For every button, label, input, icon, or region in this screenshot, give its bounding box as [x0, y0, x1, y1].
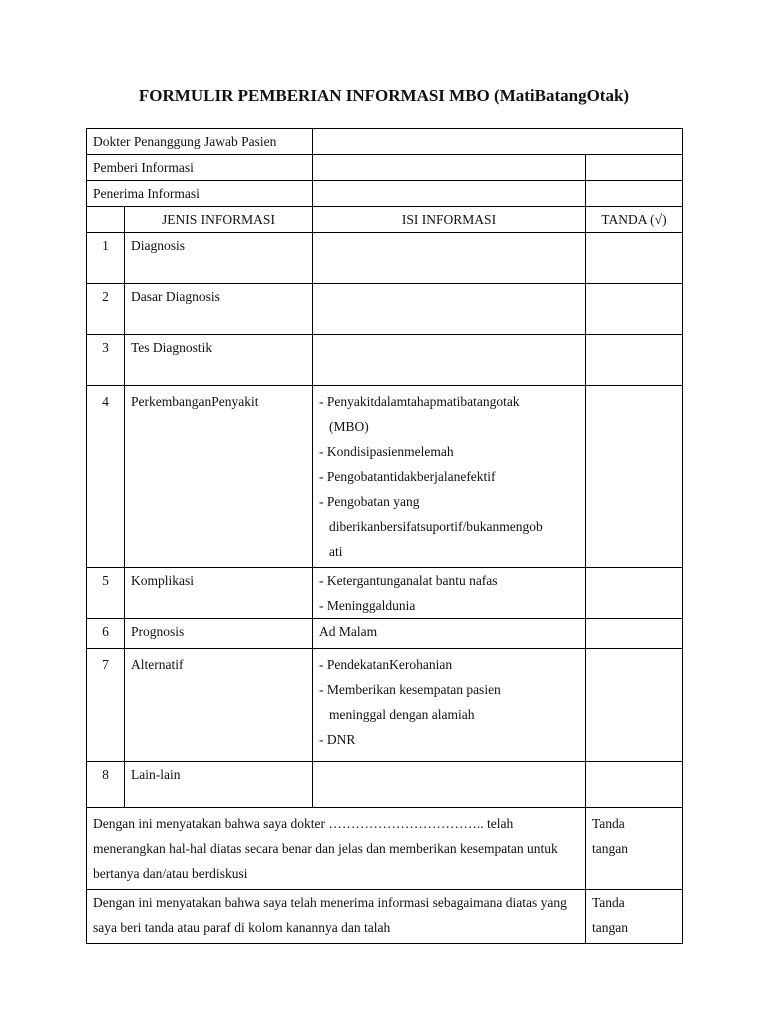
item-number: 4: [102, 394, 109, 409]
list-item: - PendekatanKerohanian: [319, 657, 453, 672]
recipient-signature-field[interactable]: [586, 890, 683, 944]
info-label-dokter: Dokter Penanggung Jawab Pasien: [93, 134, 277, 149]
column-header-row: [87, 207, 683, 233]
item-number: 3: [102, 340, 109, 355]
list-item: - Meninggaldunia: [319, 598, 416, 613]
doctor-statement-text: Dengan ini menyatakan bahwa saya dokter …………………………….. telah menerangkan hal-hal diatas secara benar dan jelas dan memberikan kesempatan untuk bertanya dan/atau berdiskusi: [93, 816, 558, 881]
header-tanda: TANDA (√): [601, 212, 667, 227]
recipient-statement-text: Dengan ini menyatakan bahwa saya telah menerima informasi sebagaimana diatas yang saya beri tanda atau paraf di kolom kanannya dan talah: [93, 895, 567, 935]
item-isi-list: [319, 652, 579, 752]
item-jenis: Alternatif: [131, 657, 184, 672]
signature-label: tangan: [592, 841, 628, 856]
info-row-dokter: [87, 129, 683, 155]
list-item: - DNR: [319, 732, 356, 747]
item-jenis: Prognosis: [131, 624, 185, 639]
item-number: 2: [102, 289, 109, 304]
item-tanda-field[interactable]: [586, 233, 683, 284]
item-tanda-field[interactable]: [586, 386, 683, 568]
info-label-penerima: Penerima Informasi: [93, 186, 200, 201]
item-isi-field[interactable]: [313, 762, 586, 808]
item-isi-text: Ad Malam: [319, 624, 378, 639]
info-row-penerima: [87, 181, 683, 207]
information-form-table: [86, 128, 683, 944]
list-item: - Memberikan kesempatan pasien meninggal dengan alamiah: [319, 682, 501, 722]
info-sign-penerima[interactable]: [586, 181, 683, 207]
header-isi: ISI INFORMASI: [401, 212, 497, 227]
item-tanda-field[interactable]: [586, 649, 683, 762]
item-tanda-field[interactable]: [586, 619, 683, 649]
table-row: [87, 568, 683, 619]
item-tanda-field[interactable]: [586, 762, 683, 808]
item-jenis: Komplikasi: [131, 573, 194, 588]
page-title: FORMULIR PEMBERIAN INFORMASI MBO (MatiBatangOtak): [138, 86, 630, 105]
list-item: - Pengobatan yang diberikanbersifatsuportif/bukanmengob ati: [319, 494, 543, 559]
table-row: [87, 284, 683, 335]
item-jenis: Diagnosis: [131, 238, 185, 253]
table-row: [87, 649, 683, 762]
list-item: - Ketergantunganalat bantu nafas: [319, 573, 498, 588]
signature-label: Tanda: [592, 816, 625, 831]
item-number: 7: [102, 657, 109, 672]
item-tanda-field[interactable]: [586, 568, 683, 619]
info-value-pemberi[interactable]: [313, 155, 586, 181]
list-item: - Pengobatantidakberjalanefektif: [319, 469, 496, 484]
info-label-pemberi: Pemberi Informasi: [93, 160, 194, 175]
item-isi-field[interactable]: [313, 233, 586, 284]
item-number: 5: [102, 573, 109, 588]
header-jenis: JENIS INFORMASI: [162, 212, 275, 227]
item-tanda-field[interactable]: [586, 284, 683, 335]
info-row-pemberi: [87, 155, 683, 181]
table-row: [87, 619, 683, 649]
item-isi-list: [319, 568, 579, 618]
item-isi-field[interactable]: [313, 284, 586, 335]
list-item: - Kondisipasienmelemah: [319, 444, 454, 459]
signature-label: tangan: [592, 920, 628, 935]
item-jenis: Lain-lain: [131, 767, 181, 782]
recipient-statement-row: [87, 890, 683, 944]
list-item: - Penyakitdalamtahapmatibatangotak (MBO): [319, 394, 520, 434]
table-row: [87, 335, 683, 386]
signature-label: Tanda: [592, 895, 625, 910]
item-jenis: Dasar Diagnosis: [131, 289, 220, 304]
item-number: 8: [102, 767, 109, 782]
item-number: 1: [102, 238, 109, 253]
item-jenis: PerkembanganPenyakit: [131, 394, 259, 409]
item-isi-list: [319, 389, 579, 564]
table-row: [87, 762, 683, 808]
item-tanda-field[interactable]: [586, 335, 683, 386]
item-isi-field[interactable]: [313, 335, 586, 386]
item-jenis: Tes Diagnostik: [131, 340, 213, 355]
info-sign-pemberi[interactable]: [586, 155, 683, 181]
doctor-statement-row: [87, 808, 683, 890]
info-value-penerima[interactable]: [313, 181, 586, 207]
table-row: [87, 233, 683, 284]
doctor-signature-field[interactable]: [586, 808, 683, 890]
info-value-dokter[interactable]: [313, 129, 683, 155]
table-row: [87, 386, 683, 568]
item-number: 6: [102, 624, 109, 639]
